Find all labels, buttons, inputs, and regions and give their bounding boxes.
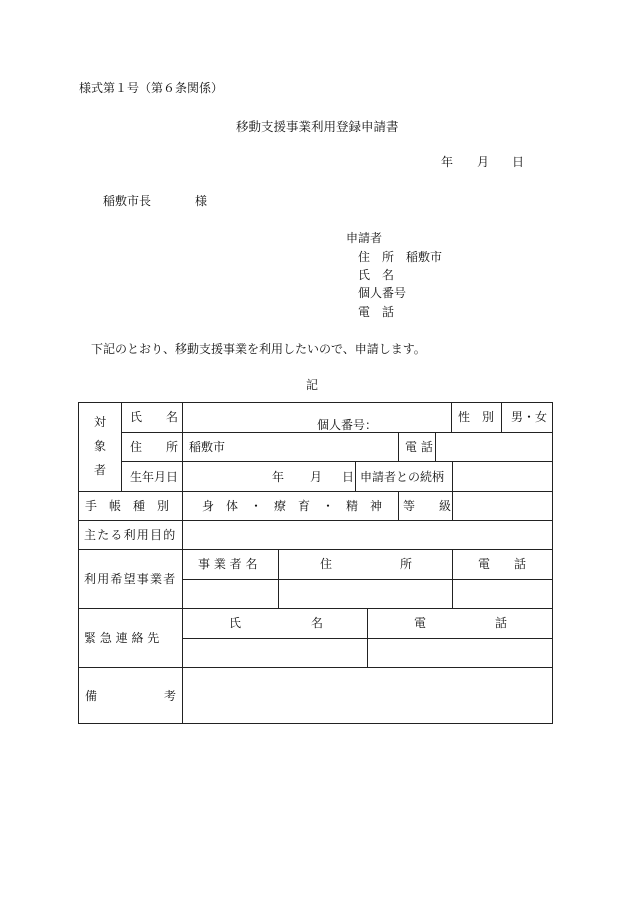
- emergency-col-name-1: 氏: [229, 616, 242, 630]
- sex-options: 男・女: [511, 410, 548, 424]
- birth-year: 年: [272, 470, 285, 484]
- provider-col-phone-2: 話: [514, 557, 527, 571]
- grade-label: 等 級: [403, 499, 452, 513]
- provider-label: 利用希望事業者: [84, 572, 177, 586]
- applicant-address-label: 住 所: [358, 250, 395, 264]
- birth-label: 生年月日: [130, 470, 179, 484]
- provider-col-address-1: 住: [320, 557, 333, 571]
- applicant-phone-label: 電 話: [358, 305, 395, 319]
- remarks-label-2: 考: [164, 689, 177, 703]
- date-month: 月: [477, 155, 490, 169]
- application-table: [78, 402, 553, 724]
- provider-col-name: 事 業 者 名: [198, 557, 258, 571]
- address-label: 住 所: [130, 440, 179, 454]
- subject-label-1: 対: [94, 415, 107, 429]
- form-number: 様式第１号（第６条関係）: [79, 81, 224, 95]
- phone-label: 電 話: [405, 440, 433, 454]
- date-year: 年: [441, 155, 454, 169]
- sex-label: 性 別: [458, 410, 495, 424]
- addressee-name: 稲敷市長: [103, 194, 152, 208]
- id-number-label: 個人番号：: [317, 418, 378, 432]
- birth-day: 日: [342, 470, 355, 484]
- ki-heading: 記: [306, 378, 319, 392]
- provider-col-address-2: 所: [400, 557, 413, 571]
- statement: 下記のとおり、移動支援事業を利用したいので、申請します。: [91, 342, 426, 356]
- birth-month: 月: [310, 470, 323, 484]
- applicant-id-label: 個人番号: [358, 286, 407, 300]
- emergency-col-phone-2: 話: [495, 616, 508, 630]
- applicant-address-value: 稲敷市: [406, 250, 443, 264]
- emergency-col-phone-1: 電: [414, 616, 427, 630]
- addressee-honorific: 様: [195, 194, 208, 208]
- provider-col-phone-1: 電: [478, 557, 491, 571]
- emergency-col-name-2: 名: [311, 616, 324, 630]
- address-value: 稲敷市: [189, 440, 226, 454]
- emergency-label: 緊 急 連 絡 先: [84, 631, 160, 645]
- applicant-name-label: 氏 名: [358, 268, 395, 282]
- name-label: 氏 名: [130, 410, 179, 424]
- remarks-label-1: 備: [85, 689, 98, 703]
- date-day: 日: [512, 155, 525, 169]
- subject-label-3: 者: [94, 463, 107, 477]
- relation-label: 申請者との続柄: [360, 470, 445, 484]
- subject-label-2: 象: [94, 439, 107, 453]
- handbook-label: 手 帳 種 別: [85, 499, 170, 513]
- document-title: 移動支援事業利用登録申請書: [236, 119, 399, 134]
- purpose-label: 主たる利用目的: [84, 528, 177, 542]
- applicant-heading: 申請者: [346, 231, 383, 245]
- handbook-options: 身 体 ・ 療 育 ・ 精 神: [202, 499, 383, 513]
